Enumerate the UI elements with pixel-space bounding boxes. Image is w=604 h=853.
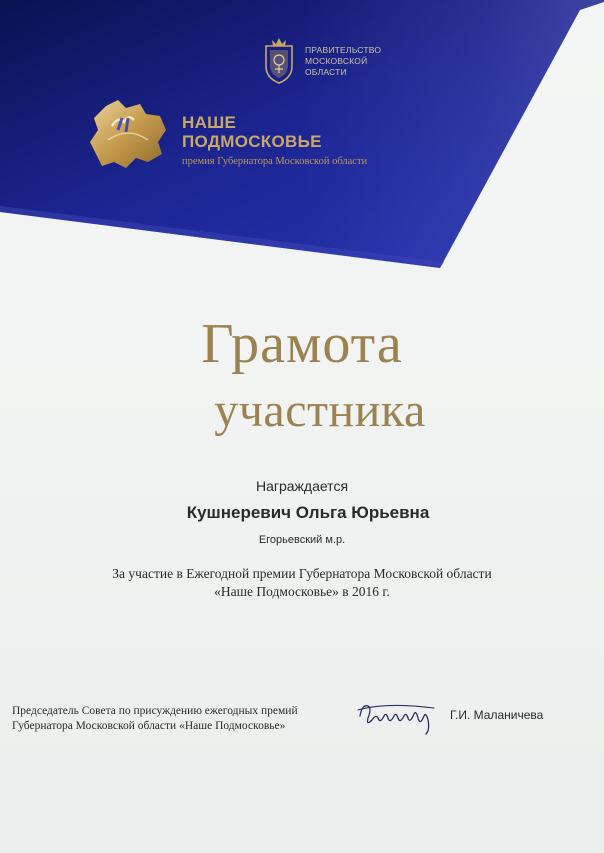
awarded-label: Награждается bbox=[255, 478, 349, 494]
award-reason-line1: За участие в Ежегодной премии Губернатора Московской области bbox=[112, 566, 492, 581]
recipient-district: Егорьевский м.р. bbox=[258, 534, 346, 546]
signatory-position-line1: Председатель Совета по присуждению ежегодных премий bbox=[12, 705, 298, 717]
brand-title: НАШЕ ПОДМОСКОВЬЕ bbox=[182, 113, 322, 151]
signatory-name: Г.И. Маланичева bbox=[450, 708, 544, 722]
signatory-position-line2: Губернатора Московской области «Наше Подмосковье» bbox=[12, 720, 286, 732]
certificate-title-line1: Грамота bbox=[201, 313, 403, 375]
recipient-name: Кушнеревич Ольга Юрьевна bbox=[186, 503, 430, 522]
award-reason-line2: «Наше Подмосковье» в 2016 г. bbox=[214, 584, 390, 599]
signatory-position bbox=[12, 704, 342, 734]
government-label: ПРАВИТЕЛЬСТВО МОСКОВСКОЙ ОБЛАСТИ bbox=[305, 45, 382, 77]
moscow-region-map-logo-icon bbox=[88, 96, 170, 172]
award-reason bbox=[0, 565, 604, 601]
certificate-title-line2: участника bbox=[214, 384, 426, 437]
brand-subtitle: премия Губернатора Московской области bbox=[182, 156, 368, 167]
handwritten-signature bbox=[356, 696, 442, 738]
coat-of-arms-icon bbox=[262, 36, 296, 84]
